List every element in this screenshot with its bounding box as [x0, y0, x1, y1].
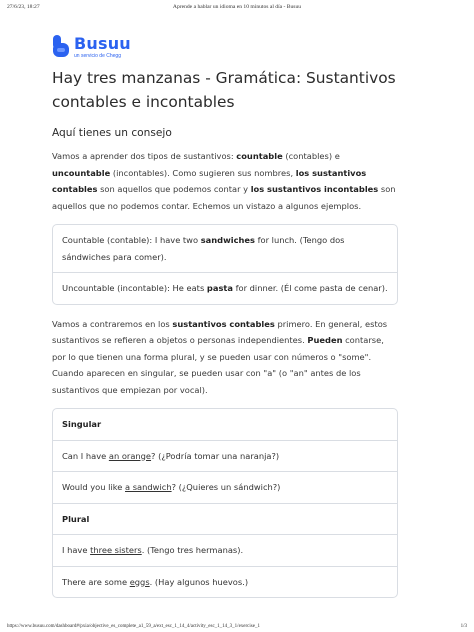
countable-explanation: Vamos a contraremos en los sustantivos contables primero. En general, estos sustantivos se refieren a objetos o personas independientes. Pueden contarse, por lo que tienen una forma plural, y se pueden usar con números o "some". Cuando aparecen en singular, se pueden usar con "a" (o "an" antes de los sustantivos que empiezan por vocal). [52, 318, 388, 395]
section-heading: Aquí tienes un consejo [52, 127, 172, 139]
intro-paragraph: Vamos a aprender dos tipos de sustantivos: countable (contables) e uncountable (incontables). Como sugieren sus nombres, los sustantivos contables son aquellos que podemos contar y los sustantivos incontables son aquellos que no podemos contar. Echemos un vistazo a algunos ejemplos. [52, 151, 396, 211]
logo-word: Busuu [74, 33, 131, 53]
busuu-logo[interactable] [52, 30, 398, 64]
table-header-plural: Plural [53, 503, 397, 535]
examples-table [52, 408, 398, 598]
page-title: Hay tres manzanas - Gramática: Sustantivos contables e incontables [52, 69, 396, 111]
logo-subtitle: un servicio de Chegg [74, 52, 121, 59]
table-row: There are some eggs. (Hay algunos huevos.) [53, 566, 397, 598]
busuu-logo-icon [52, 34, 70, 60]
print-title: Aprende a hablar un idioma en 10 minutos al día - Busuu [172, 4, 302, 10]
examples-card [52, 224, 398, 305]
example-uncountable: Uncountable (incontable): He eats pasta for dinner. (Él come pasta de cenar). [53, 272, 397, 304]
table-row: Can I have an orange? (¿Podría tomar una naranja?) [53, 440, 397, 472]
page-content [52, 30, 398, 598]
print-date: 27/6/23, 18:27 [7, 4, 40, 10]
example-countable: Countable (contable): I have two sandwiches for lunch. (Tengo dos sándwiches para comer). [62, 235, 345, 262]
table-header-singular: Singular [62, 419, 102, 429]
table-row: Would you like a sandwich? (¿Quieres un sándwich?) [53, 471, 397, 503]
page-number: 1/3 [460, 624, 467, 629]
print-url[interactable]: https://www.busuu.com/dashboard#/pxia/objective_es_complete_a1_59_a/ext_esc_1_14_4/activity_esc_1_14_3_1/exercise_1 [7, 624, 260, 629]
table-row: I have three sisters. (Tengo tres hermanas). [53, 534, 397, 566]
